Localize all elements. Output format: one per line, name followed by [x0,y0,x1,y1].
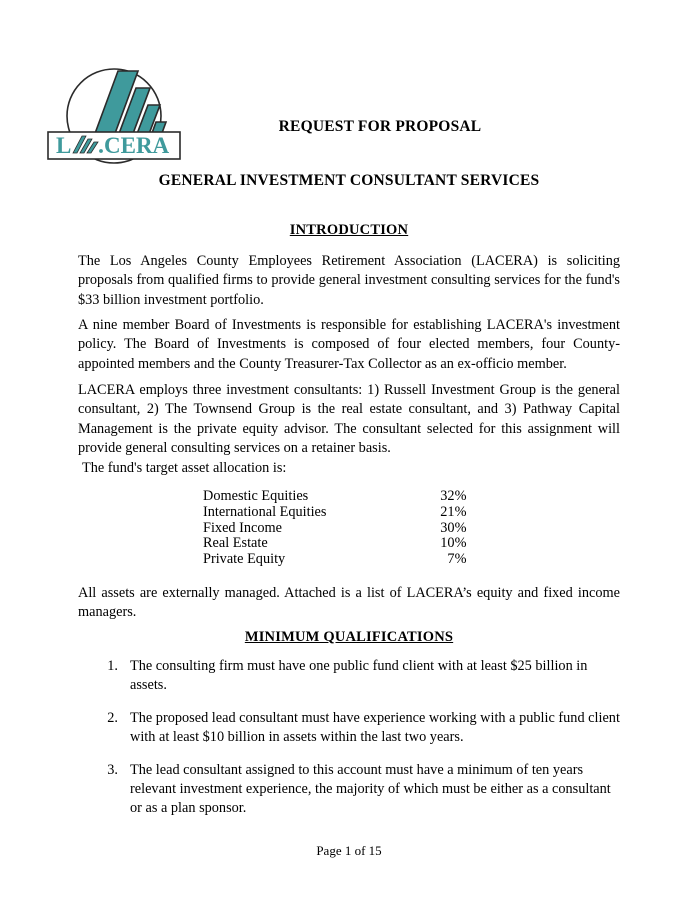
list-item-number: 2. [107,709,118,726]
allocation-value: 30% [440,519,467,536]
list-item-text: The lead consultant assigned to this account must have a minimum of ten years relevant investment experience, the majority of which must be either as a consultant or as a plan sponsor. [130,761,611,817]
list-item [92,709,622,748]
list-item-number: 1. [107,658,118,674]
introduction-heading: INTRODUCTION [289,222,409,238]
introduction-paragraph-1: The Los Angeles County Employees Retirement Association (LACERA) is soliciting proposals from qualified firms to provide general investment consulting services for the fund's $33 billion investment portfolio. [78,253,620,308]
introduction-paragraph-3: LACERA employs three investment consultants: 1) Russell Investment Group is the general consultant, 2) The Townsend Group is the real estate consultant, and 3) Pathway Capital Management is the private equity advisor. The consultant selected for this assignment will provide general consulting services on a retainer basis. [78,382,620,457]
list-item-text: The consulting firm must have one public fund client with at least $25 billion in assets. [130,658,588,694]
allocation-label: Domestic Equities [203,488,309,504]
list-item [92,761,622,819]
introduction-paragraph-2: A nine member Board of Investments is responsible for establishing LACERA's investment policy. The Board of Investments is composed of four elected members, four County-appointed members and the County Treasurer-Tax Collector as an ex-officio member. [78,317,620,372]
page-footer: Page 1 of 15 [316,843,382,858]
allocation-label: International Equities [203,503,327,520]
document-subtitle: GENERAL INVESTMENT CONSULTANT SERVICES [158,172,540,189]
table-row [203,521,466,537]
allocation-value: 10% [440,535,467,552]
allocation-value: 21% [440,503,467,520]
table-row [203,536,466,552]
allocation-label: Real Estate [203,535,268,552]
document-title: REQUEST FOR PROPOSAL [278,118,482,135]
allocation-value: 7% [447,551,467,568]
introduction-paragraph-4: All assets are externally managed. Attached is a list of LACERA’s equity and fixed income managers. [78,585,620,621]
list-item [92,657,622,696]
table-row [203,489,466,505]
minimum-qualifications-heading: MINIMUM QUALIFICATIONS [244,629,454,645]
asset-allocation-table [203,489,466,568]
minimum-qualifications-list [92,657,622,832]
allocation-value: 32% [440,488,467,504]
table-row [203,505,466,521]
allocation-label: Fixed Income [203,519,283,536]
allocation-label: Private Equity [203,551,286,568]
allocation-lead-in-text: The fund's target asset allocation is: [82,460,287,476]
list-item-text: The proposed lead consultant must have experience working with a public fund client with at least $10 billion in assets within the last two years. [130,709,620,746]
table-row [203,552,466,568]
logo-wordmark-prefix: L [56,133,72,158]
list-item-number: 3. [107,761,118,778]
logo-wordmark-suffix: CERA [104,133,170,158]
